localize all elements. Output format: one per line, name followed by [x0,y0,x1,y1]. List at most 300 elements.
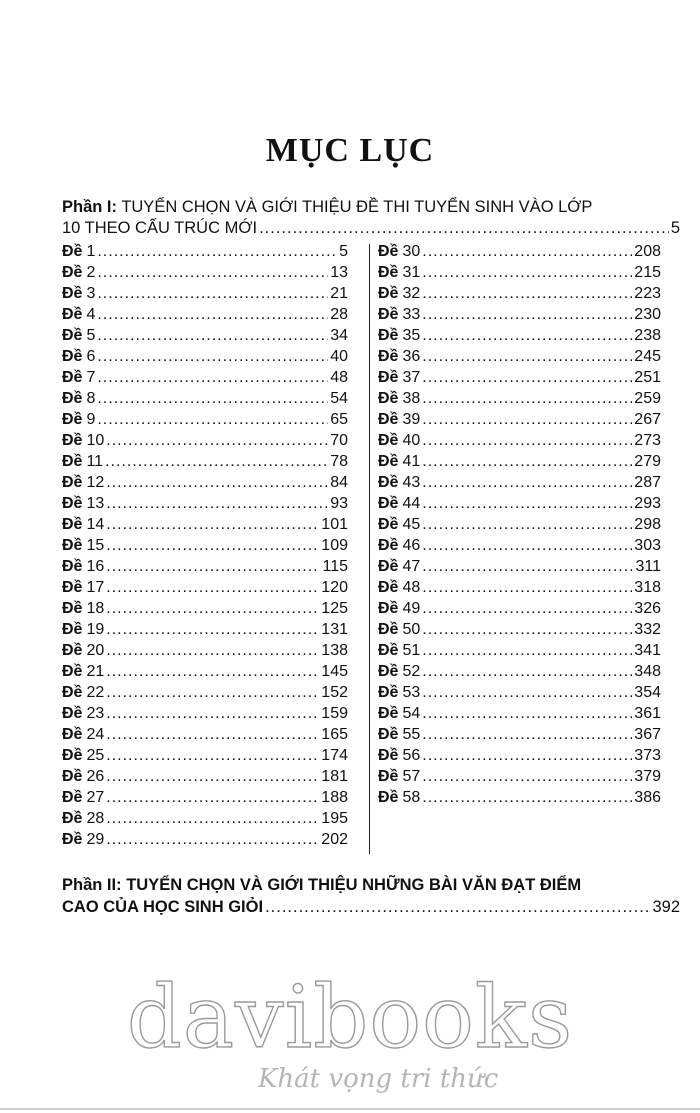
leader-dots [106,808,319,829]
leader-dots [422,556,633,577]
entry-label: Đề [62,831,83,848]
entry-number: 2 [86,264,96,281]
entry-label: Đề [62,558,83,575]
leader-dots [97,283,328,304]
entry-number: 44 [402,495,421,512]
entry-label: Đề [62,642,83,659]
leader-dots [97,367,328,388]
entry-label: Đề [62,306,83,323]
leader-dots [422,409,632,430]
entry-label: Đề [62,369,83,386]
toc-left-column [62,241,348,850]
part-1-title-line-1: TUYỂN CHỌN VÀ GIỚI THIỆU ĐỀ THI TUYỂN SINH VÀO LỚP [121,198,593,216]
leader-dots [265,896,650,918]
part-2-label: Phần II: [62,876,122,894]
entry-label: Đề [378,264,399,281]
leader-dots [106,619,319,640]
toc-entry [378,766,661,787]
leader-dots [422,325,632,346]
toc-entry [62,598,348,619]
entry-page: 326 [634,600,661,617]
toc-entry [62,556,348,577]
entry-page: 28 [330,306,348,323]
entry-page: 40 [330,348,348,365]
entry-label: Đề [378,642,399,659]
toc-entry [62,787,348,808]
toc-entry [62,430,348,451]
entry-number: 56 [402,747,421,764]
entry-page: 159 [321,705,348,722]
toc-entry [378,661,661,682]
entry-page: 287 [634,474,661,491]
entry-page: 93 [330,495,348,512]
entry-page: 195 [321,810,348,827]
entry-label: Đề [378,285,399,302]
leader-dots [422,745,632,766]
entry-label: Đề [378,558,399,575]
part-2-page: 392 [652,898,680,916]
toc-entry [378,745,661,766]
entry-label: Đề [62,390,83,407]
entry-label: Đề [378,369,399,386]
entry-label: Đề [62,243,83,260]
entry-label: Đề [378,768,399,785]
entry-number: 15 [86,537,105,554]
entry-label: Đề [378,390,399,407]
leader-dots [105,451,328,472]
leader-dots [422,619,632,640]
entry-label: Đề [378,516,399,533]
entry-label: Đề [62,264,83,281]
entry-page: 54 [330,390,348,407]
toc-entry [62,577,348,598]
toc-entry [62,535,348,556]
toc-entry [378,304,661,325]
leader-dots [422,787,632,808]
entry-label: Đề [62,516,83,533]
leader-dots [422,535,632,556]
column-divider [369,244,370,854]
part-2-heading [62,874,680,918]
entry-page: 181 [321,768,348,785]
toc-entry [62,682,348,703]
entry-number: 43 [402,474,421,491]
leader-dots [97,241,337,262]
entry-number: 8 [86,390,96,407]
toc-entry [62,346,348,367]
toc-entry [62,829,348,850]
entry-number: 23 [86,705,105,722]
entry-page: 34 [330,327,348,344]
leader-dots [422,661,632,682]
toc-entry [62,640,348,661]
entry-number: 4 [86,306,96,323]
entry-page: 354 [634,684,661,701]
entry-number: 3 [86,285,96,302]
leader-dots [422,703,632,724]
entry-label: Đề [378,432,399,449]
entry-number: 31 [402,264,421,281]
leader-dots [422,640,632,661]
entry-page: 348 [634,663,661,680]
entry-number: 27 [86,789,105,806]
entry-number: 48 [402,579,421,596]
entry-number: 7 [86,369,96,386]
toc-entry [62,724,348,745]
entry-number: 12 [86,474,105,491]
leader-dots [422,262,632,283]
toc-entry [378,451,661,472]
entry-page: 202 [321,831,348,848]
leader-dots [106,661,319,682]
toc-entry [62,325,348,346]
toc-entry [62,766,348,787]
leader-dots [422,493,632,514]
entry-label: Đề [378,243,399,260]
entry-page: 165 [321,726,348,743]
entry-label: Đề [378,789,399,806]
entry-label: Đề [62,495,83,512]
entry-label: Đề [62,705,83,722]
leader-dots [422,514,632,535]
leader-dots [422,430,632,451]
entry-label: Đề [378,453,399,470]
leader-dots [97,304,328,325]
entry-page: 65 [330,411,348,428]
entry-number: 50 [402,621,421,638]
toc-entry [378,493,661,514]
entry-page: 293 [634,495,661,512]
entry-number: 30 [402,243,421,260]
entry-page: 367 [634,726,661,743]
entry-page: 13 [330,264,348,281]
toc-entry [378,409,661,430]
leader-dots [422,472,632,493]
entry-page: 120 [321,579,348,596]
page-bottom-edge [0,1108,700,1110]
page-title: MỤC LỤC [265,132,435,169]
entry-number: 20 [86,642,105,659]
entry-page: 48 [330,369,348,386]
leader-dots [106,829,319,850]
toc-entry [62,451,348,472]
entry-label: Đề [62,474,83,491]
entry-page: 152 [321,684,348,701]
leader-dots [106,640,319,661]
leader-dots [259,218,669,239]
toc-entry [62,745,348,766]
entry-label: Đề [378,600,399,617]
leader-dots [106,514,319,535]
leader-dots [106,598,319,619]
entry-number: 22 [86,684,105,701]
entry-label: Đề [378,327,399,344]
entry-page: 318 [634,579,661,596]
toc-entry [378,388,661,409]
entry-number: 14 [86,516,105,533]
toc-entry [62,367,348,388]
entry-label: Đề [378,663,399,680]
entry-page: 215 [634,264,661,281]
entry-label: Đề [62,789,83,806]
toc-entry [378,724,661,745]
entry-label: Đề [378,495,399,512]
leader-dots [97,346,328,367]
entry-number: 17 [86,579,105,596]
entry-page: 373 [634,747,661,764]
leader-dots [97,409,328,430]
toc-entry [378,346,661,367]
entry-page: 21 [330,285,348,302]
entry-number: 32 [402,285,421,302]
entry-label: Đề [62,327,83,344]
entry-page: 109 [321,537,348,554]
toc-entry [62,661,348,682]
leader-dots [106,493,328,514]
part-2-title-line-1: TUYỂN CHỌN VÀ GIỚI THIỆU NHỮNG BÀI VĂN ĐẠT ĐIỂM [126,876,582,894]
entry-page: 259 [634,390,661,407]
toc-entry [378,556,661,577]
toc-entry [378,619,661,640]
toc-entry [62,304,348,325]
entry-number: 51 [402,642,421,659]
toc-entry [378,703,661,724]
entry-page: 238 [634,327,661,344]
part-1-label: Phần I: [62,198,118,216]
leader-dots [106,682,319,703]
entry-label: Đề [62,810,83,827]
leader-dots [97,388,328,409]
entry-label: Đề [378,306,399,323]
entry-number: 1 [86,243,96,260]
entry-number: 35 [402,327,421,344]
leader-dots [97,325,328,346]
entry-label: Đề [62,684,83,701]
entry-label: Đề [62,411,83,428]
entry-label: Đề [378,684,399,701]
entry-number: 52 [402,663,421,680]
entry-page: 145 [321,663,348,680]
entry-page: 379 [634,768,661,785]
entry-number: 40 [402,432,421,449]
leader-dots [422,304,632,325]
leader-dots [106,724,319,745]
leader-dots [106,535,319,556]
leader-dots [422,451,632,472]
entry-label: Đề [378,705,399,722]
entry-number: 39 [402,411,421,428]
entry-label: Đề [378,726,399,743]
entry-page: 273 [634,432,661,449]
leader-dots [422,367,632,388]
part-1-heading [62,197,680,239]
leader-dots [422,241,632,262]
entry-number: 57 [402,768,421,785]
toc-entry [378,598,661,619]
toc-entry [378,514,661,535]
toc-entry [378,640,661,661]
entry-label: Đề [62,348,83,365]
leader-dots [422,766,632,787]
entry-page: 332 [634,621,661,638]
leader-dots [106,556,320,577]
part-1-line-2 [62,218,680,239]
entry-number: 46 [402,537,421,554]
toc-entry [62,283,348,304]
entry-page: 298 [634,516,661,533]
leader-dots [106,787,319,808]
entry-number: 25 [86,747,105,764]
toc-entry [62,262,348,283]
entry-page: 230 [634,306,661,323]
entry-label: Đề [62,621,83,638]
toc-entry [62,619,348,640]
toc-entry [62,514,348,535]
leader-dots [422,682,632,703]
entry-page: 311 [635,558,661,575]
entry-number: 41 [402,453,421,470]
entry-label: Đề [378,348,399,365]
entry-label: Đề [62,726,83,743]
toc-entry [62,409,348,430]
entry-number: 37 [402,369,421,386]
entry-number: 49 [402,600,421,617]
entry-label: Đề [62,768,83,785]
entry-number: 33 [402,306,421,323]
entry-page: 188 [321,789,348,806]
toc-entry [378,241,661,262]
toc-right-column [378,241,661,808]
entry-label: Đề [62,663,83,680]
entry-page: 303 [634,537,661,554]
leader-dots [422,724,632,745]
entry-label: Đề [378,474,399,491]
entry-label: Đề [378,747,399,764]
entry-label: Đề [62,600,83,617]
toc-entry [378,430,661,451]
entry-label: Đề [62,579,83,596]
entry-label: Đề [378,579,399,596]
leader-dots [422,388,632,409]
toc-entry [378,472,661,493]
part-1-title-line-2: 10 THEO CẤU TRÚC MỚI [62,219,258,237]
entry-page: 267 [634,411,661,428]
entry-label: Đề [62,453,83,470]
toc-entry [378,787,661,808]
entry-page: 174 [321,747,348,764]
part-1-page: 5 [670,219,680,237]
entry-label: Đề [378,537,399,554]
part-1-line-1 [62,197,680,218]
toc-entry [378,535,661,556]
entry-page: 208 [634,243,661,260]
toc-entry [378,577,661,598]
leader-dots [422,346,632,367]
entry-number: 16 [86,558,105,575]
entry-page: 101 [321,516,348,533]
entry-number: 55 [402,726,421,743]
entry-number: 11 [86,453,104,470]
entry-number: 53 [402,684,421,701]
entry-page: 125 [321,600,348,617]
leader-dots [422,598,632,619]
toc-entry [378,283,661,304]
watermark-slogan: Khát vọng tri thức [258,1064,499,1094]
entry-page: 78 [330,453,348,470]
entry-number: 54 [402,705,421,722]
entry-page: 279 [634,453,661,470]
leader-dots [422,577,632,598]
entry-number: 38 [402,390,421,407]
toc-entry [378,367,661,388]
entry-page: 251 [634,369,661,386]
leader-dots [106,430,328,451]
toc-entry [62,388,348,409]
entry-page: 361 [634,705,661,722]
entry-page: 84 [330,474,348,491]
entry-number: 19 [86,621,105,638]
entry-page: 115 [322,558,348,575]
toc-entry [62,241,348,262]
leader-dots [106,745,319,766]
entry-label: Đề [62,432,83,449]
entry-number: 13 [86,495,105,512]
entry-number: 45 [402,516,421,533]
entry-page: 5 [339,243,348,260]
toc-entry [378,262,661,283]
part-2-line-1 [62,874,680,896]
toc-entry [62,472,348,493]
entry-page: 341 [634,642,661,659]
entry-page: 245 [634,348,661,365]
entry-page: 386 [634,789,661,806]
leader-dots [106,472,328,493]
toc-entry [62,493,348,514]
entry-number: 18 [86,600,105,617]
entry-number: 47 [402,558,421,575]
leader-dots [97,262,328,283]
part-2-line-2 [62,896,680,918]
leader-dots [106,577,319,598]
entry-label: Đề [378,621,399,638]
entry-page: 70 [330,432,348,449]
entry-page: 131 [321,621,348,638]
entry-label: Đề [62,285,83,302]
entry-number: 21 [86,663,105,680]
entry-number: 6 [86,348,96,365]
toc-entry [62,808,348,829]
toc-entry [378,325,661,346]
entry-label: Đề [62,537,83,554]
watermark-brand: davibooks [126,968,574,1068]
part-2-title-line-2: CAO CỦA HỌC SINH GIỎI [62,898,264,916]
entry-number: 9 [86,411,96,428]
entry-label: Đề [378,411,399,428]
entry-number: 28 [86,810,105,827]
entry-number: 24 [86,726,105,743]
entry-number: 10 [86,432,105,449]
entry-number: 29 [86,831,105,848]
toc-entry [378,682,661,703]
leader-dots [106,703,319,724]
entry-number: 58 [402,789,421,806]
entry-page: 138 [321,642,348,659]
leader-dots [422,283,632,304]
leader-dots [106,766,319,787]
entry-number: 36 [402,348,421,365]
entry-number: 5 [86,327,96,344]
entry-number: 26 [86,768,105,785]
